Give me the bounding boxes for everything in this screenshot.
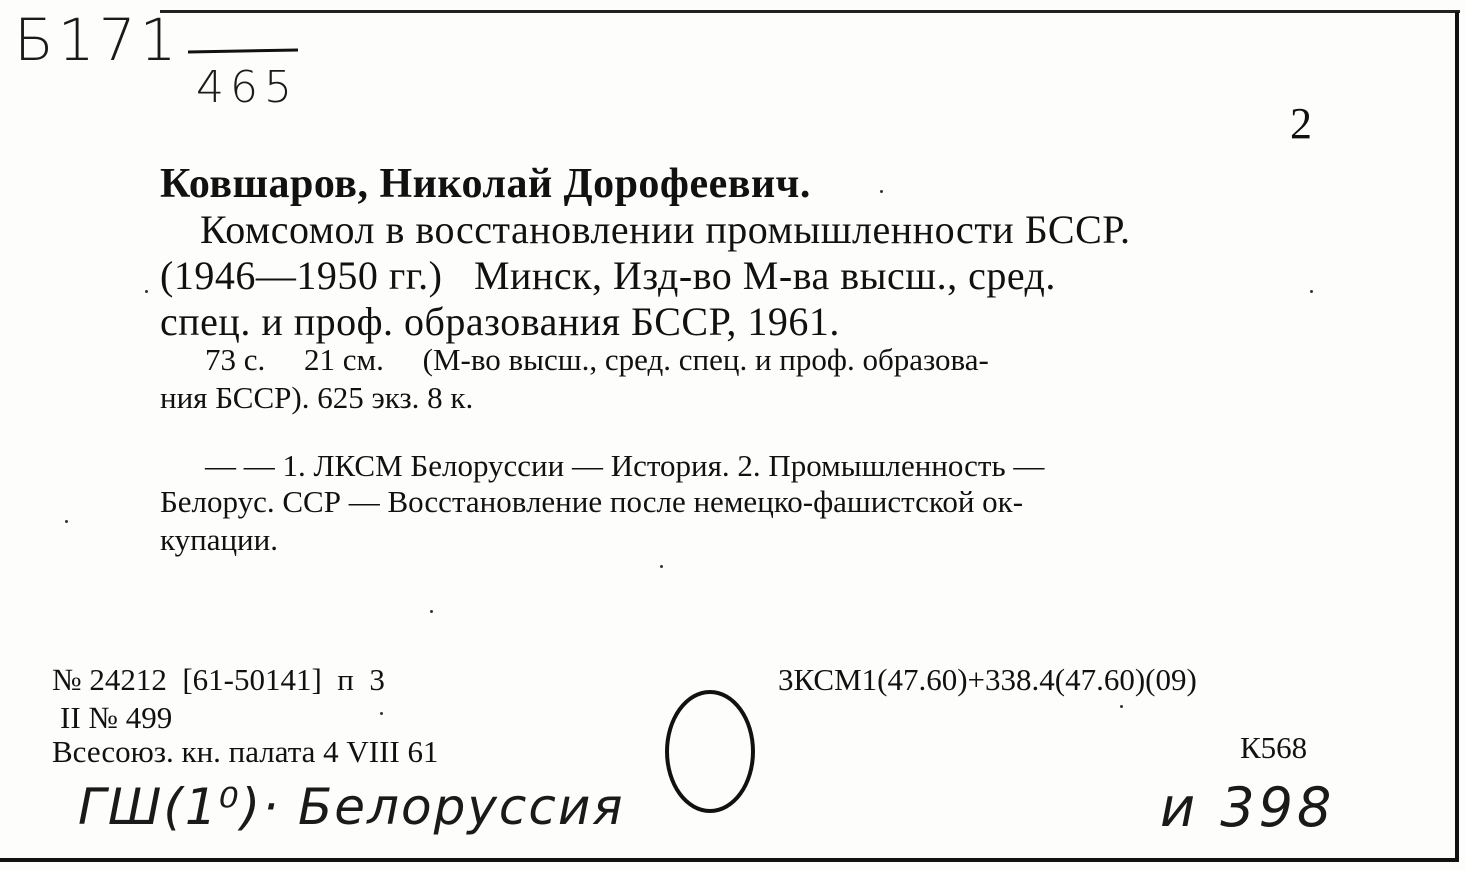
physical-line-1: 73 с. 21 см. (М-во высш., сред. спец. и проф. образова- [205,342,989,377]
scan-speck [380,712,383,715]
title-line-1: Комсомол в восстановлении промышленности БССР. [200,207,1131,252]
series-number: II № 499 [60,700,173,735]
scan-speck [430,610,433,613]
call-number-underline [188,48,308,58]
handwritten-subject-note: ГШ(1⁰)· Белоруссия [78,778,625,836]
title-line-2: (1946—1950 гг.) Минск, Изд-во М-ва высш., сред. [160,253,1056,298]
scan-speck [65,520,68,523]
record-number: № 24212 [61-50141] п 3 [52,662,385,697]
chamber-stamp: Всесоюз. кн. палата 4 VIII 61 [52,734,439,769]
physical-line-2: ния БССР). 625 экз. 8 к. [160,380,474,415]
handwritten-call-number-top: Б171 [14,6,181,74]
subject-line-1: — — 1. ЛКСМ Белоруссии — История. 2. Промышленность — [205,448,1045,483]
scan-speck [880,190,883,193]
scan-speck [1120,705,1123,708]
card-border-right [1455,12,1459,862]
title-line-3: спец. и проф. образования БССР, 1961. [160,299,840,344]
subject-line-3: купации. [160,522,278,557]
subject-line-2: Белорус. ССР — Восстановление после немецко-фашистской ок- [160,484,1024,519]
card-border-bottom [0,858,1459,862]
author-heading: Ковшаров, Николай Дорофеевич. [160,161,811,207]
handwritten-call-number-bottom: 465 [196,62,298,113]
handwritten-inventory-note: и 398 [1160,776,1336,839]
classification-index: 3КСМ1(47.60)+338.4(47.60)(09) [778,662,1197,697]
scan-speck [1310,290,1313,293]
card-number: 2 [1290,99,1312,148]
card-border-top [160,10,1460,13]
punch-hole-oval [665,690,755,813]
scan-speck [660,565,663,568]
card-code: К568 [1240,730,1308,765]
scan-speck [145,290,148,293]
